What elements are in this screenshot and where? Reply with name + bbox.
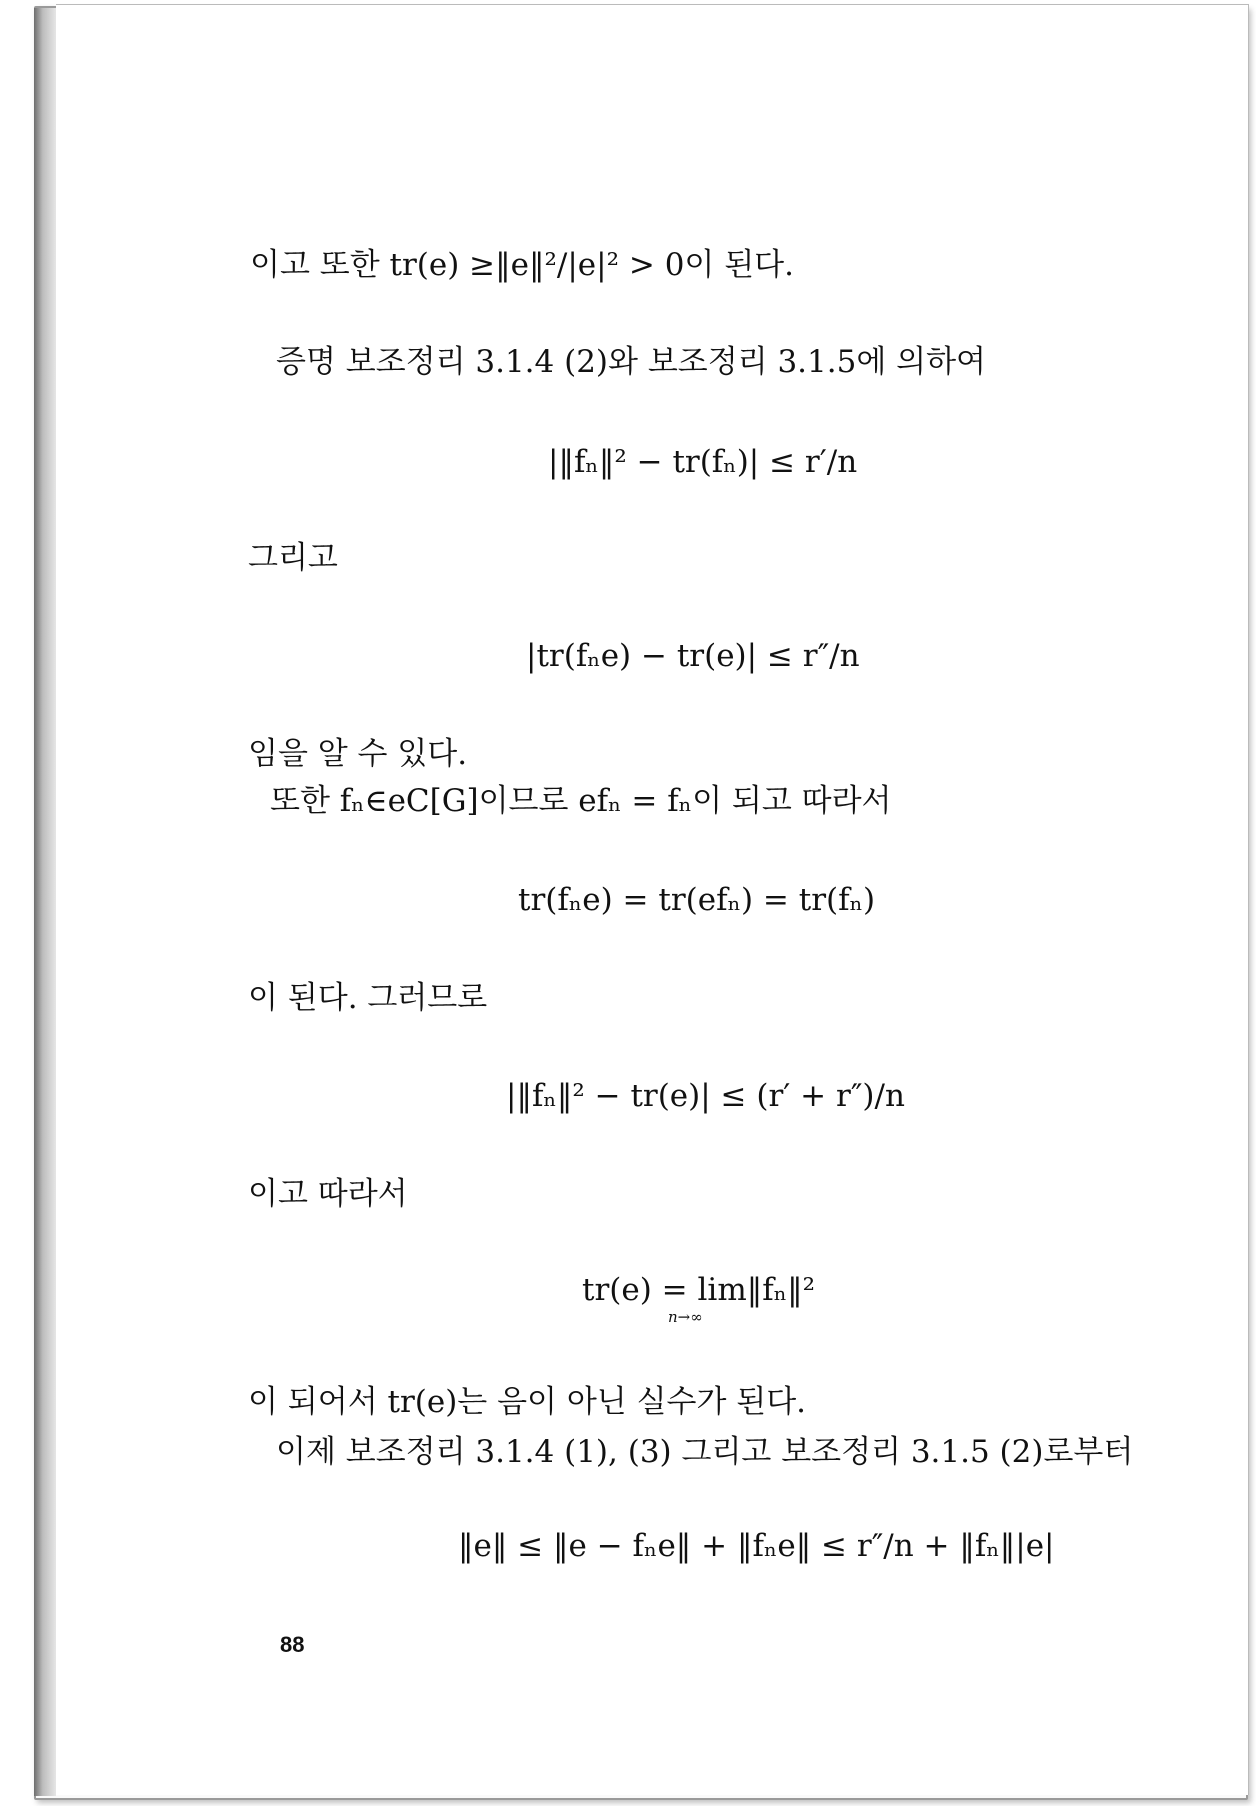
equation-1: |‖fₙ‖² − tr(fₙ)| ≤ r′/n xyxy=(548,444,858,480)
text-line-5: 이 된다. 그러므로 xyxy=(248,980,488,1016)
proof-intro-line: 증명 보조정리 3.1.4 (2)와 보조정리 3.1.5에 의하여 xyxy=(276,344,986,380)
limit-subscript: n→∞ xyxy=(668,1308,703,1326)
text-line-4: 또한 fₙ∈eC[G]이므로 efₙ = fₙ이 되고 따라서 xyxy=(270,783,892,819)
text-line-3: 임을 알 수 있다. xyxy=(248,736,468,772)
equation-5: tr(e) = lim‖fₙ‖² xyxy=(582,1272,816,1308)
text-line-2: 그리고 xyxy=(248,540,338,576)
equation-3: tr(fₙe) = tr(efₙ) = tr(fₙ) xyxy=(518,882,876,918)
equation-4: |‖fₙ‖² − tr(e)| ≤ (r′ + r″)/n xyxy=(506,1078,905,1114)
page-number: 88 xyxy=(280,1632,305,1657)
equation-6: ‖e‖ ≤ ‖e − fₙe‖ + ‖fₙe‖ ≤ r″/n + ‖fₙ‖|e| xyxy=(458,1528,1055,1564)
text-line-1: 이고 또한 tr(e) ≥‖e‖²/|e|² > 0이 된다. xyxy=(250,247,794,283)
equation-2: |tr(fₙe) − tr(e)| ≤ r″/n xyxy=(526,638,860,674)
text-line-8: 이제 보조정리 3.1.4 (1), (3) 그리고 보조정리 3.1.5 (2)로부터 xyxy=(276,1434,1134,1470)
text-line-7: 이 되어서 tr(e)는 음이 아닌 실수가 된다. xyxy=(248,1384,807,1420)
text-line-6: 이고 따라서 xyxy=(248,1176,408,1212)
book-spine xyxy=(34,8,56,1796)
